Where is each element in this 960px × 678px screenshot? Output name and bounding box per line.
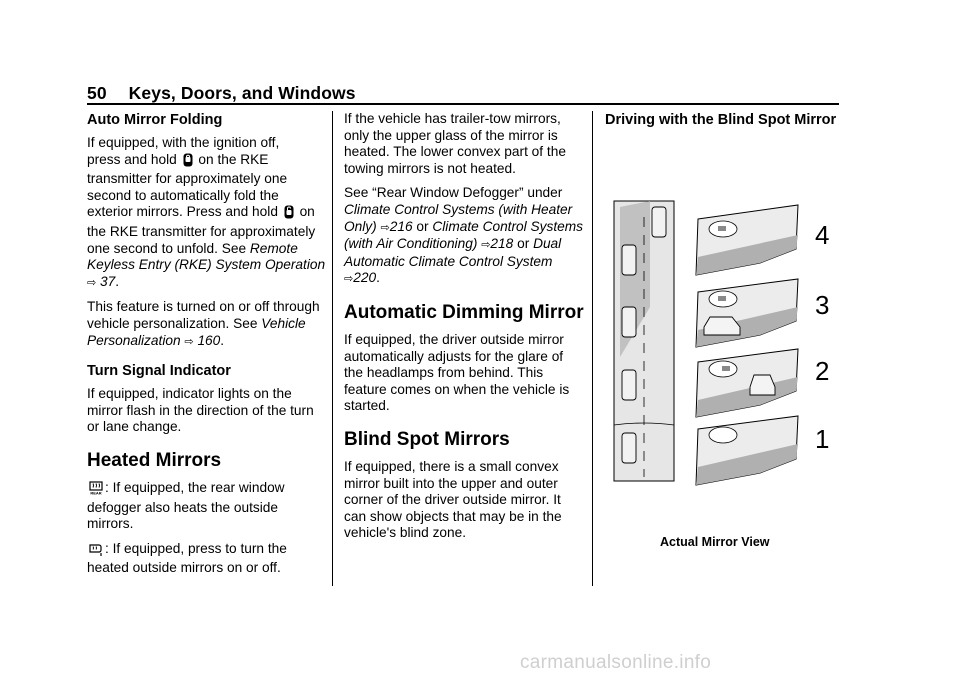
page-ref-arrow-icon: ⇨	[184, 335, 194, 348]
page-header	[87, 83, 356, 104]
heading-blind-spot: Blind Spot Mirrors	[344, 428, 510, 450]
page-ref[interactable]: 160	[197, 332, 221, 348]
link-vehicle-personalization[interactable]: Vehicle Personalization	[87, 315, 306, 348]
figure-caption: Actual Mirror View	[660, 535, 770, 549]
figure-number-4: 4	[815, 220, 830, 250]
column-divider	[332, 111, 333, 586]
road-diagram	[614, 201, 674, 481]
page-number: 50	[87, 83, 107, 103]
heading-auto-dimming: Automatic Dimming Mirror	[344, 301, 584, 323]
link-rke[interactable]: Remote Keyless Entry (RKE) System Operation	[87, 240, 326, 273]
link-climate-ac[interactable]: Climate Control Systems (with Air Conditioning)	[344, 218, 583, 252]
page-ref[interactable]: 37	[100, 273, 116, 289]
column-3	[605, 111, 840, 135]
paragraph-auto-dimming: If equipped, the driver outside mirror automatically adjusts for the glare of the headlamps from behind. This feature comes on when the vehicle is started.	[344, 331, 570, 414]
heading-heated-mirrors: Heated Mirrors	[87, 449, 222, 471]
paragraph-see-defogger: See “Rear Window Defogger” under Climate Control Systems (with Heater Only) ⇨216 or Climate Control Systems (with Air Conditioning) ⇨218 or Dual Automatic Climate Control System ⇨220.	[344, 185, 583, 286]
heading-auto-mirror-folding: Auto Mirror Folding	[87, 112, 223, 128]
paragraph-trailer-tow: If the vehicle has trailer-tow mirrors, only the upper glass of the mirror is heated. The lower convex part of the towing mirrors is not heated.	[344, 111, 566, 176]
paragraph-turn-signal: If equipped, indicator lights on the mirror flash in the direction of the turn or lane change.	[87, 386, 314, 435]
lock-key-fob-icon	[183, 153, 193, 172]
figure-number-2: 2	[815, 356, 830, 386]
link-climate-heater[interactable]: Climate Control Systems (with Heater Only)	[344, 201, 573, 234]
paragraph-rear-defog: REAR : If equipped, the rear window defogger also heats the outside mirrors.	[87, 479, 285, 532]
figure-number-3: 3	[815, 290, 830, 320]
page-ref-arrow-icon: ⇨	[481, 239, 491, 252]
paragraph-heated-button: : If equipped, press to turn the heated outside mirrors on or off.	[87, 540, 287, 576]
heading-driving-blind-spot: Driving with the Blind Spot Mirror	[605, 112, 837, 128]
page-ref[interactable]: 216	[389, 218, 413, 234]
heading-turn-signal: Turn Signal Indicator	[87, 363, 231, 380]
unlock-key-fob-icon	[284, 205, 294, 224]
figure-number-1: 1	[815, 424, 830, 454]
rear-defog-icon	[89, 481, 103, 500]
column-1	[87, 111, 327, 585]
paragraph-auto-fold: If equipped, with the ignition off, press and hold on the RKE transmitter for approximately one second to automatically fold the exterior mirrors. Press and hold on the RKE transmitter for approximately one second to unfold. See Remote Keyless Entry (RKE) System Operation ⇨ 37.	[87, 135, 326, 289]
column-divider	[592, 111, 593, 586]
page-ref[interactable]: 220	[353, 270, 377, 286]
page-ref[interactable]: 218	[490, 236, 514, 252]
paragraph-blind-spot: If equipped, there is a small convex mirror built into the upper and outer corner of the driver outside mirror. It can show objects that may be in the vehicle's blind zone.	[344, 458, 562, 541]
heated-mirror-icon	[89, 542, 103, 561]
header-rule	[87, 103, 839, 105]
section-title: Keys, Doors, and Windows	[128, 83, 356, 103]
page-ref-arrow-icon: ⇨	[380, 221, 390, 234]
watermark: carmanualsonline.info	[520, 652, 712, 673]
blind-spot-mirror-figure	[610, 197, 840, 487]
svg-text:REAR: REAR	[90, 490, 102, 495]
column-2	[344, 111, 584, 550]
link-dual-climate[interactable]: Dual Automatic Climate Control System	[344, 236, 562, 269]
page-ref-arrow-icon: ⇨	[87, 276, 97, 289]
page-ref-arrow-icon: ⇨	[344, 273, 354, 286]
paragraph-personalization: This feature is turned on or off through vehicle personalization. See Vehicle Personalization ⇨ 160.	[87, 299, 320, 348]
